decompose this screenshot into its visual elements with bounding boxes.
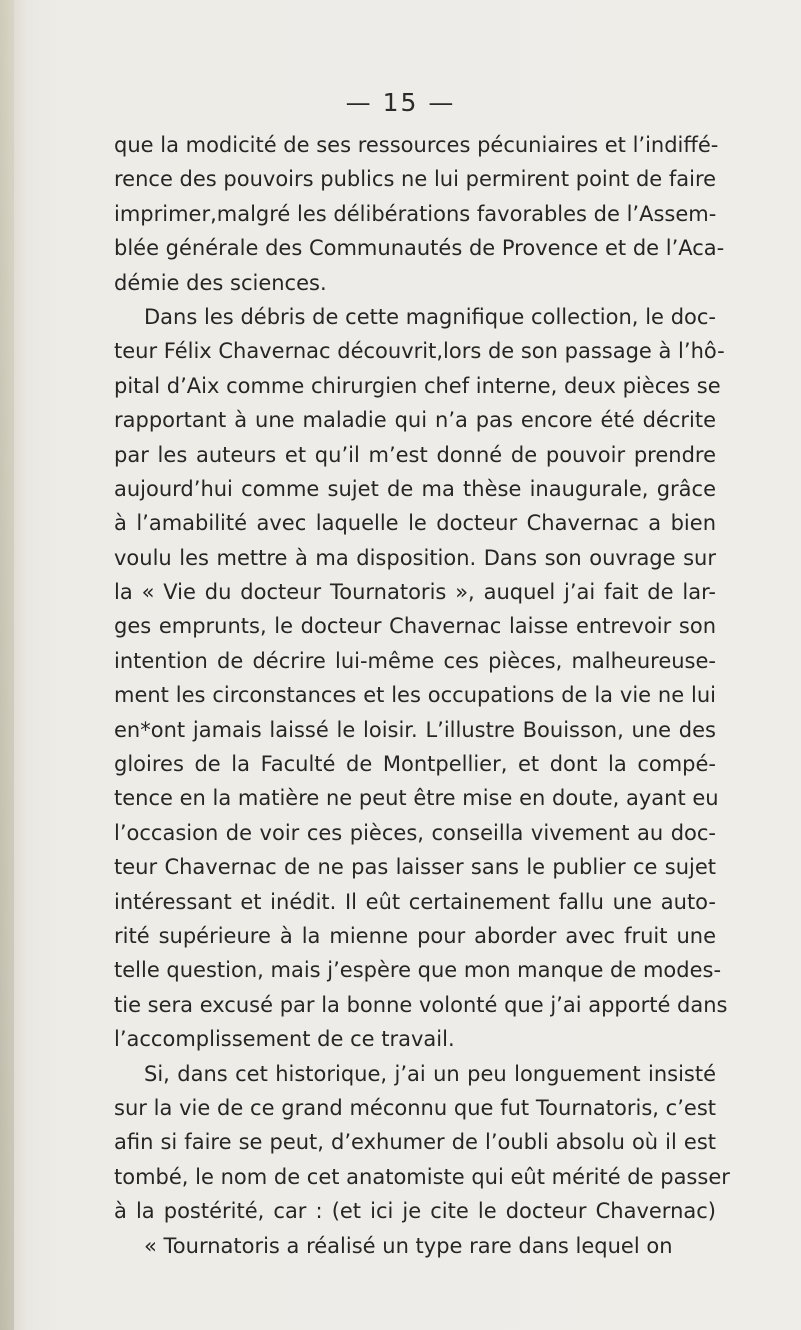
- text-line: tence en la matière ne peut être mise en doute, ayant eu: [114, 786, 719, 811]
- text-line: tombé, le nom de cet anatomiste qui eût mérité de passer: [114, 1164, 730, 1189]
- text-line: Dans les débris de cette magnifique collection, le doc-: [144, 304, 716, 329]
- text-line: l’accomplissement de ce travail.: [114, 1027, 455, 1052]
- text-line: blée générale des Communautés de Provence et de l’Aca-: [114, 236, 725, 261]
- text-line: en*ont jamais laissé le loisir. L’illustre Bouisson, une des: [114, 717, 716, 742]
- text-line: teur Chavernac de ne pas laisser sans le publier ce sujet: [114, 855, 716, 880]
- text-line: afin si faire se peut, d’exhumer de l’oubli absolu où il est: [114, 1130, 716, 1155]
- text-line: tie sera excusé par la bonne volonté que j’ai apporté dans: [114, 992, 728, 1017]
- text-line: par les auteurs et qu’il m’est donné de pouvoir prendre: [114, 442, 716, 467]
- text-line: imprimer,malgré les délibérations favorables de l’Assem-: [114, 201, 717, 226]
- text-line: teur Félix Chavernac découvrit,lors de son passage à l’hô-: [114, 339, 725, 364]
- text-line: intéressant et inédit. Il eût certainement fallu une auto-: [114, 889, 716, 914]
- body-text: [114, 128, 730, 1263]
- text-line: intention de décrire lui-même ces pièces, malheureuse-: [114, 648, 716, 673]
- text-line: aujourd’hui comme sujet de ma thèse inaugurale, grâce: [114, 476, 716, 501]
- page-number: — 15 —: [345, 88, 456, 117]
- page-binding-edge: [0, 0, 14, 1330]
- text-line: rence des pouvoirs publics ne lui permirent point de faire: [114, 167, 717, 192]
- text-line: telle question, mais j’espère que mon manque de modes-: [114, 958, 722, 983]
- text-line: voulu les mettre à ma disposition. Dans son ouvrage sur: [114, 545, 716, 570]
- text-line: ment les circonstances et les occupations de la vie ne lui: [114, 683, 716, 708]
- text-line: que la modicité de ses ressources pécuniaires et l’indiffé-: [114, 133, 719, 157]
- text-line: l’occasion de voir ces pièces, conseilla vivement au doc-: [114, 820, 716, 845]
- text-line: ges emprunts, le docteur Chavernac laisse entrevoir son: [114, 614, 716, 639]
- text-line: à l’amabilité avec laquelle le docteur Chavernac a bien: [114, 511, 716, 536]
- text-line: démie des sciences.: [114, 270, 327, 295]
- text-line: rapportant à une maladie qui n’a pas encore été décrite: [114, 408, 716, 433]
- text-line: sur la vie de ce grand méconnu que fut Tournatoris, c’est: [114, 1095, 716, 1120]
- text-line: la « Vie du docteur Tournatoris », auquel j’ai fait de lar-: [114, 580, 716, 605]
- text-line: à la postérité, car : (et ici je cite le docteur Chavernac): [114, 1199, 716, 1224]
- text-line: « Tournatoris a réalisé un type rare dans lequel on: [144, 1233, 673, 1258]
- text-line: gloires de la Faculté de Montpellier, et dont la compé-: [114, 752, 716, 777]
- text-line: pital d’Aix comme chirurgien chef interne, deux pièces se: [114, 373, 721, 398]
- text-line: Si, dans cet historique, j’ai un peu longuement insisté: [144, 1061, 716, 1086]
- text-line: rité supérieure à la mienne pour aborder avec fruit une: [114, 923, 716, 948]
